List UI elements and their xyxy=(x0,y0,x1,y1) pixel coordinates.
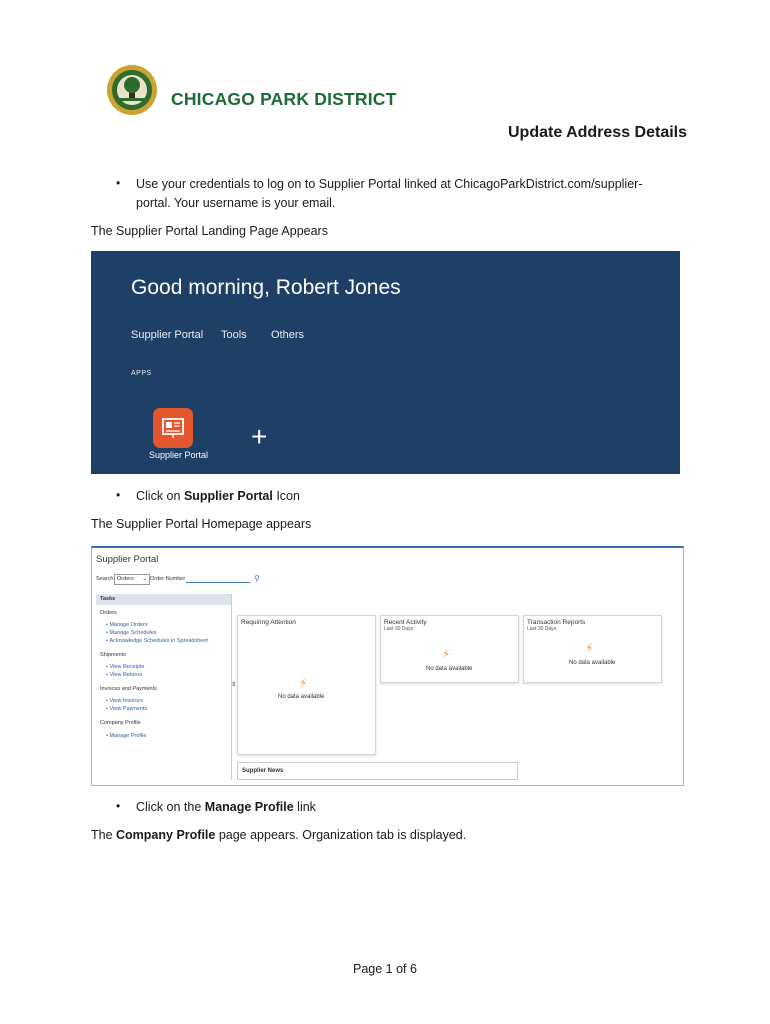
view-receipts-link[interactable]: • View Receipts xyxy=(106,664,145,670)
link-label: Manage Schedules xyxy=(109,630,157,636)
bullet-credentials xyxy=(136,175,642,213)
lightning-icon: ⚡ xyxy=(299,676,308,690)
supplier-portal-tile-label[interactable]: Supplier Portal xyxy=(149,450,209,460)
bullet-bold-text: Manage Profile xyxy=(204,800,294,814)
landing-page-caption: The Supplier Portal Landing Page Appears xyxy=(91,224,328,238)
card-subtitle: Last 30 Days xyxy=(384,626,414,632)
task-group-invoices: Invoices and Payments xyxy=(100,686,157,692)
link-label: View Returns xyxy=(109,672,143,678)
view-payments-link[interactable]: • View Payments xyxy=(106,706,148,712)
chevron-down-icon: ⌄ xyxy=(142,576,147,582)
link-label: Acknowledge Schedules in Spreadsheet xyxy=(109,638,208,644)
supplier-portal-icon xyxy=(153,408,193,448)
tasks-panel xyxy=(96,594,232,780)
bullet-text: Icon xyxy=(272,489,300,503)
landing-page-screenshot xyxy=(91,251,680,474)
bullet-text: Click on the xyxy=(136,800,205,814)
bullet-text: Click on xyxy=(136,489,184,503)
caption-bold-text: Company Profile xyxy=(116,828,216,842)
card-title: Transaction Reports xyxy=(527,619,586,626)
page-number: Page 1 of 6 xyxy=(353,962,417,976)
caption-text: page appears. Organization tab is displayed. xyxy=(215,828,467,842)
bullet-line: portal. Your username is your email. xyxy=(136,196,336,210)
search-icon[interactable]: ⚲ xyxy=(254,574,260,583)
link-label: View Payments xyxy=(109,706,148,712)
apps-label: APPS xyxy=(131,370,152,377)
bullet-dot: • xyxy=(116,799,121,813)
bullet-dot: • xyxy=(116,176,121,190)
company-profile-caption xyxy=(91,828,466,842)
link-label: Manage Profile xyxy=(109,733,147,739)
supplier-portal-app-tile[interactable] xyxy=(153,408,193,448)
search-type-select[interactable] xyxy=(114,574,150,585)
page-title: Update Address Details xyxy=(508,124,688,141)
card-title: Requiring Attention xyxy=(241,619,296,626)
manage-orders-link[interactable]: • Manage Orders xyxy=(106,622,148,628)
bullet-line: Use your credentials to log on to Supplier Portal linked at ChicagoParkDistrict.com/supplier- xyxy=(136,177,643,191)
card-title: Recent Activity xyxy=(384,619,427,626)
greeting-text: Good morning, Robert Jones xyxy=(131,276,401,299)
requiring-attention-card xyxy=(237,615,376,755)
task-group-company-profile: Company Profile xyxy=(100,720,141,726)
lightning-icon: ⚡ xyxy=(585,641,594,655)
lightning-icon: ⚡ xyxy=(442,647,451,661)
bullet-click-supplier-portal xyxy=(136,487,300,506)
portal-title: Supplier Portal xyxy=(96,554,159,565)
nav-supplier-portal[interactable]: Supplier Portal xyxy=(131,329,204,341)
link-label: View Receipts xyxy=(109,664,145,670)
org-name: CHICAGO PARK DISTRICT xyxy=(171,89,397,109)
tasks-header: Tasks xyxy=(96,594,231,605)
order-number-input[interactable] xyxy=(186,573,250,583)
acknowledge-schedules-link[interactable]: • Acknowledge Schedules in Spreadsheet xyxy=(106,638,208,644)
recent-activity-card xyxy=(380,615,519,683)
homepage-caption: The Supplier Portal Homepage appears xyxy=(91,517,312,531)
search-type-value: Orders xyxy=(117,576,134,582)
bullet-dot: • xyxy=(116,488,121,502)
panel-collapse-handle[interactable]: ⇕ xyxy=(231,682,237,688)
no-data-text: No data available xyxy=(426,666,473,672)
caption-text: The xyxy=(91,828,117,842)
supplier-news-panel xyxy=(237,762,518,780)
manage-profile-link[interactable]: • Manage Profile xyxy=(106,733,147,739)
transaction-reports-card xyxy=(523,615,662,683)
link-label: View Invoices xyxy=(109,698,143,704)
view-returns-link[interactable]: • View Returns xyxy=(106,672,143,678)
search-label: Search xyxy=(96,576,114,582)
bullet-click-manage-profile xyxy=(136,798,316,817)
no-data-text: No data available xyxy=(569,660,616,666)
order-number-label: Order Number xyxy=(150,576,186,582)
nav-tools[interactable]: Tools xyxy=(221,329,247,341)
bullet-bold-text: Supplier Portal xyxy=(183,489,273,503)
manage-schedules-link[interactable]: • Manage Schedules xyxy=(106,630,157,636)
view-invoices-link[interactable]: • View Invoices xyxy=(106,698,143,704)
supplier-news-title: Supplier News xyxy=(242,768,284,774)
no-data-text: No data available xyxy=(278,694,325,700)
add-app-icon[interactable]: + xyxy=(251,421,268,452)
bullet-text: link xyxy=(293,800,316,814)
supplier-portal-homepage-screenshot xyxy=(91,546,684,786)
card-subtitle: Last 30 Days xyxy=(527,626,557,632)
link-label: Manage Orders xyxy=(109,622,148,628)
task-group-orders: Orders xyxy=(100,610,117,616)
nav-others[interactable]: Others xyxy=(271,329,305,341)
task-group-shipments: Shipments xyxy=(100,652,126,658)
park-district-seal-logo xyxy=(106,64,158,116)
